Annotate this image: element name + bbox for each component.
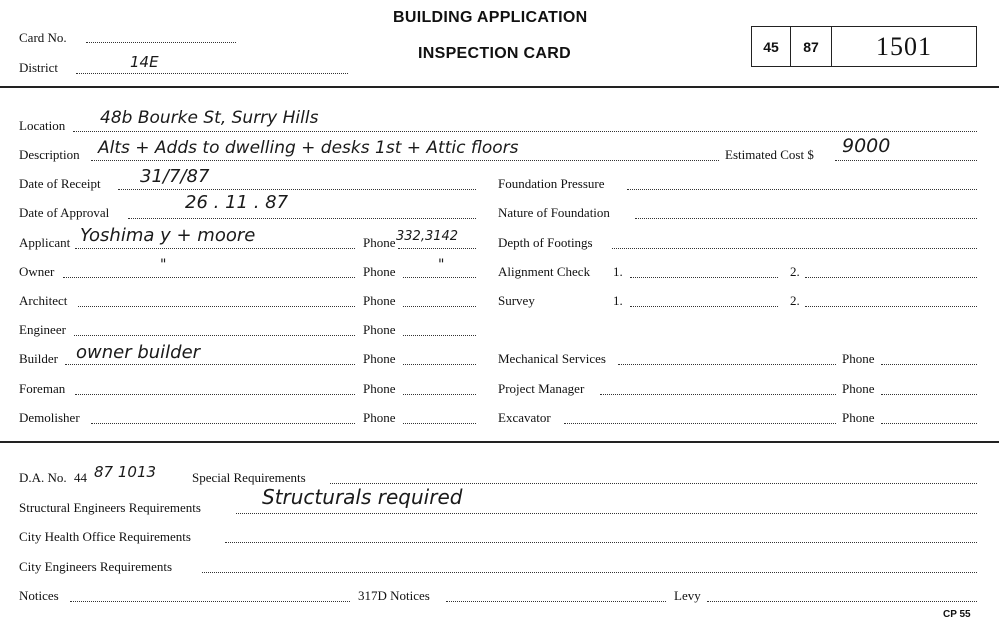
date-approval-field[interactable] [128,218,476,219]
title-line-1: BUILDING APPLICATION [393,9,588,26]
engineer-phone-field[interactable] [403,335,476,336]
engineer-phone-label: Phone [363,322,396,337]
foreman-phone-label: Phone [363,381,396,396]
divider-middle [0,441,999,443]
date-receipt-label: Date of Receipt [19,176,101,191]
mechanical-label: Mechanical Services [498,351,606,366]
card-box-2 [790,26,832,67]
builder-label: Builder [19,351,58,366]
foundation-pressure-label: Foundation Pressure [498,176,605,191]
excavator-field[interactable] [564,423,836,424]
nature-foundation-label: Nature of Foundation [498,205,610,220]
mechanical-field[interactable] [618,364,836,365]
applicant-phone-label: Phone [363,235,396,250]
description-field[interactable] [91,160,719,161]
card-box-1 [751,26,791,67]
city-eng-req-label: City Engineers Requirements [19,559,173,574]
date-approval-label: Date of Approval [19,205,110,220]
depth-footings-field[interactable] [612,248,977,249]
foundation-pressure-field[interactable] [627,189,977,190]
location-label: Location [19,118,66,133]
owner-field[interactable] [63,277,355,278]
architect-label: Architect [19,293,68,308]
foreman-phone-field[interactable] [403,394,476,395]
divider-top [0,86,999,88]
project-manager-field[interactable] [600,394,836,395]
da-no-value: 87 1013 [94,463,157,481]
excavator-phone-field[interactable] [881,423,977,424]
mechanical-phone-field[interactable] [881,364,977,365]
excavator-phone-label: Phone [842,410,875,425]
applicant-field[interactable] [75,248,355,249]
date-receipt-value: 31/7/87 [140,166,210,187]
applicant-value: Yoshima y + moore [80,225,256,246]
project-manager-phone-field[interactable] [881,394,977,395]
notices-field[interactable] [70,601,350,602]
card-box-2-value: 87 [803,38,819,55]
owner-phone-value: " [438,257,445,273]
applicant-phone-value: 332,3142 [396,229,459,244]
city-eng-req-field[interactable] [202,572,977,573]
health-req-field[interactable] [225,542,977,543]
architect-phone-field[interactable] [403,306,476,307]
survey-num-1: 1. [613,293,623,308]
mechanical-phone-label: Phone [842,351,875,366]
notices-label: Notices [19,588,59,603]
da-no-label: D.A. No. [19,470,67,485]
demolisher-field[interactable] [91,423,355,424]
structural-req-label: Structural Engineers Requirements [19,500,201,515]
card-no-label: Card No. [19,30,67,45]
alignment-check-num-1: 1. [613,264,623,279]
structural-req-value: Structurals required [262,485,463,509]
survey-field-2[interactable] [805,306,977,307]
architect-phone-label: Phone [363,293,396,308]
levy-label: Levy [674,588,701,603]
alignment-check-field-1[interactable] [630,277,778,278]
health-req-label: City Health Office Requirements [19,529,191,544]
alignment-check-label: Alignment Check [498,264,591,279]
applicant-label: Applicant [19,235,71,250]
depth-footings-label: Depth of Footings [498,235,593,250]
alignment-check-num-2: 2. [790,264,800,279]
estimated-cost-label: Estimated Cost $ [725,147,814,162]
excavator-label: Excavator [498,410,551,425]
owner-phone-field[interactable] [403,277,476,278]
demolisher-label: Demolisher [19,410,80,425]
builder-phone-label: Phone [363,351,396,366]
survey-num-2: 2. [790,293,800,308]
notices-317d-label: 317D Notices [358,588,430,603]
district-field[interactable] [76,73,348,74]
levy-field[interactable] [707,601,977,602]
owner-phone-label: Phone [363,264,396,279]
alignment-check-field-2[interactable] [805,277,977,278]
nature-foundation-field[interactable] [635,218,977,219]
estimated-cost-field[interactable] [835,160,977,161]
builder-field[interactable] [65,364,355,365]
structural-req-field[interactable] [236,513,977,514]
card-number-value: 1501 [876,31,932,61]
foreman-field[interactable] [75,394,355,395]
builder-phone-field[interactable] [403,364,476,365]
da-no-printed: 44 [74,470,87,485]
notices-317d-field[interactable] [446,601,666,602]
owner-value: " [160,257,167,273]
district-label: District [19,60,58,75]
architect-field[interactable] [78,306,355,307]
location-value: 48b Bourke St, Surry Hills [100,108,319,128]
special-req-field[interactable] [330,483,977,484]
district-value: 14E [130,53,159,71]
foreman-label: Foreman [19,381,66,396]
date-receipt-field[interactable] [118,189,476,190]
location-field[interactable] [73,131,977,132]
owner-label: Owner [19,264,55,279]
demolisher-phone-label: Phone [363,410,396,425]
survey-field-1[interactable] [630,306,778,307]
form-code: CP 55 [943,609,971,620]
applicant-phone-field[interactable] [398,248,476,249]
demolisher-phone-field[interactable] [403,423,476,424]
engineer-label: Engineer [19,322,66,337]
estimated-cost-value: 9000 [842,135,891,157]
card-box-1-value: 45 [763,38,779,55]
project-manager-label: Project Manager [498,381,585,396]
builder-value: owner builder [76,342,201,363]
card-number-box [831,26,977,67]
special-req-label: Special Requirements [192,470,306,485]
survey-label: Survey [498,293,535,308]
description-value: Alts + Adds to dwelling + desks 1st + Attic floors [98,138,519,158]
project-manager-phone-label: Phone [842,381,875,396]
date-approval-value: 26 . 11 . 87 [185,192,289,213]
description-label: Description [19,147,80,162]
engineer-field[interactable] [74,335,355,336]
title-line-2: INSPECTION CARD [418,45,571,62]
card-no-field[interactable] [86,42,236,43]
